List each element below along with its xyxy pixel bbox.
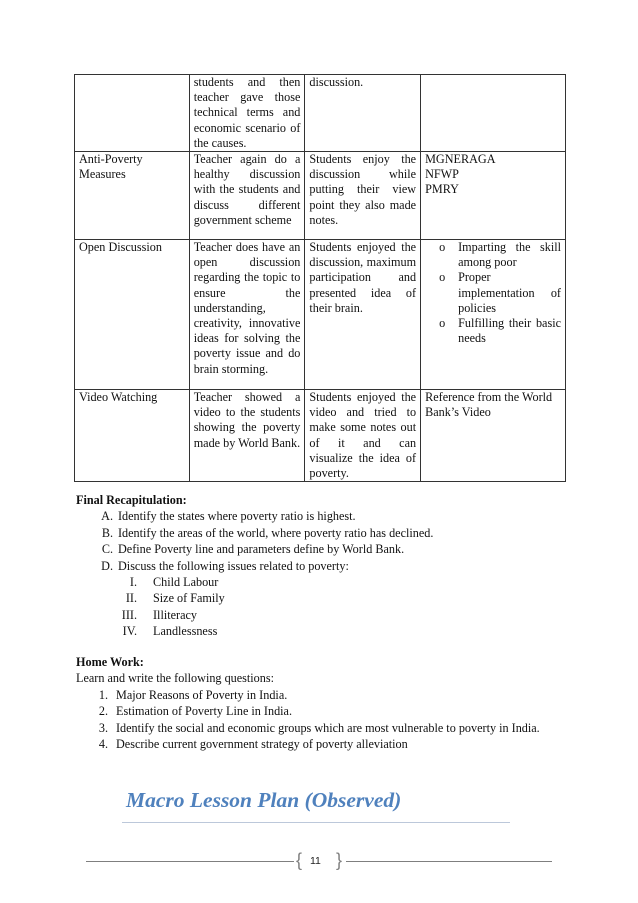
list-item-text: Child Labour <box>153 575 219 590</box>
list-item <box>76 541 562 557</box>
sub-list-item <box>76 574 562 590</box>
scheme-name: NFWP <box>425 167 459 182</box>
table-row <box>75 152 566 240</box>
list-marker: C. <box>101 542 113 557</box>
list-item-text: Landlessness <box>153 624 218 639</box>
sub-list-item <box>76 623 562 639</box>
footer-divider-left <box>86 861 294 862</box>
list-item <box>76 525 562 541</box>
list-marker: D. <box>101 558 113 573</box>
homework-heading: Home Work: <box>76 655 144 669</box>
list-marker: 1. <box>98 687 108 702</box>
student-activity-cell: Students enjoyed the video and tried to make some notes out of it and can visualize the idea of poverty. <box>305 390 421 482</box>
list-item-text: Identify the areas of the world, where poverty ratio has declined. <box>118 525 434 540</box>
list-item-text: Describe current government strategy of poverty alleviation <box>116 737 408 752</box>
sub-list-item <box>76 607 562 623</box>
resources-cell <box>421 152 566 240</box>
list-item <box>425 240 561 270</box>
list-item-text: Size of Family <box>153 591 225 606</box>
list-item-text: Define Poverty line and parameters define by World Bank. <box>118 542 405 557</box>
activity-cell: Video Watching <box>75 390 190 482</box>
activity-cell <box>75 75 190 152</box>
activity-cell: Anti-Poverty Measures <box>75 152 190 240</box>
list-item <box>425 270 561 316</box>
teacher-activity-cell: Teacher does have an open discussion regarding the topic to ensure the understanding, creativity, innovative ideas for solving the poverty issue and do brain storming. <box>189 240 305 390</box>
scheme-name: PMRY <box>425 182 459 197</box>
list-item <box>76 508 562 524</box>
list-item <box>76 703 562 719</box>
list-marker: II. <box>125 591 137 606</box>
scheme-name: MGNERAGA <box>425 152 496 167</box>
final-recapitulation <box>76 492 562 640</box>
activity-cell: Open Discussion <box>75 240 190 390</box>
list-item-text: Fulfilling their basic needs <box>458 316 561 346</box>
teacher-activity-cell: Teacher again do a healthy discussion with the students and discuss different government scheme <box>189 152 305 240</box>
left-brace-icon: { <box>296 850 303 870</box>
list-marker: 4. <box>98 737 108 752</box>
list-item-text: Identify the states where poverty ratio is highest. <box>118 509 356 524</box>
list-item-text: Discuss the following issues related to poverty: <box>118 558 349 573</box>
list-item-text: Identify the social and economic groups which are most vulnerable to poverty in India. <box>116 720 540 735</box>
homework-intro: Learn and write the following questions: <box>76 671 274 686</box>
list-item <box>76 736 562 752</box>
list-marker: 3. <box>98 720 108 735</box>
student-activity-cell: Students enjoy the discussion while putting their view point they also made notes. <box>305 152 421 240</box>
list-marker: 2. <box>98 704 108 719</box>
resources-cell: Reference from the World Bank’s Video <box>421 390 566 482</box>
table-row <box>75 75 566 152</box>
list-item-text: Estimation of Poverty Line in India. <box>116 704 293 719</box>
teacher-activity-cell: students and then teacher gave those technical terms and economic scenario of the causes. <box>189 75 305 152</box>
list-item <box>425 316 561 346</box>
bullet-icon: o <box>439 240 446 255</box>
list-item-text: Imparting the skill among poor <box>458 240 561 270</box>
student-activity-cell: discussion. <box>305 75 421 152</box>
resources-cell <box>421 75 566 152</box>
student-activity-cell: Students enjoyed the discussion, maximum participation and presented idea of their brain. <box>305 240 421 390</box>
page-number: 11 <box>310 855 321 867</box>
teacher-activity-cell: Teacher showed a video to the students showing the poverty made by World Bank. <box>189 390 305 482</box>
list-marker: B. <box>101 525 113 540</box>
sub-list-item <box>76 590 562 606</box>
bullet-icon: o <box>439 270 446 285</box>
table-row <box>75 390 566 482</box>
list-item-text: Proper implementation of policies <box>458 270 561 315</box>
list-marker: IV. <box>122 624 137 639</box>
section-title: Macro Lesson Plan (Observed) <box>126 788 402 812</box>
list-item <box>76 558 562 574</box>
list-marker: A. <box>101 509 113 524</box>
list-item-text: Major Reasons of Poverty in India. <box>116 687 288 702</box>
list-marker: III. <box>121 607 137 622</box>
resources-cell <box>421 240 566 390</box>
footer-divider-right <box>346 861 552 862</box>
list-marker: I. <box>129 575 137 590</box>
right-brace-icon: } <box>336 850 343 870</box>
home-work <box>76 654 562 752</box>
title-divider <box>122 822 510 823</box>
list-item <box>76 720 562 736</box>
bullet-icon: o <box>439 316 446 331</box>
recap-heading: Final Recapitulation: <box>76 493 187 507</box>
list-item <box>76 687 562 703</box>
lesson-plan-table <box>74 74 566 482</box>
table-row <box>75 240 566 390</box>
list-item-text: Illiteracy <box>153 607 197 622</box>
